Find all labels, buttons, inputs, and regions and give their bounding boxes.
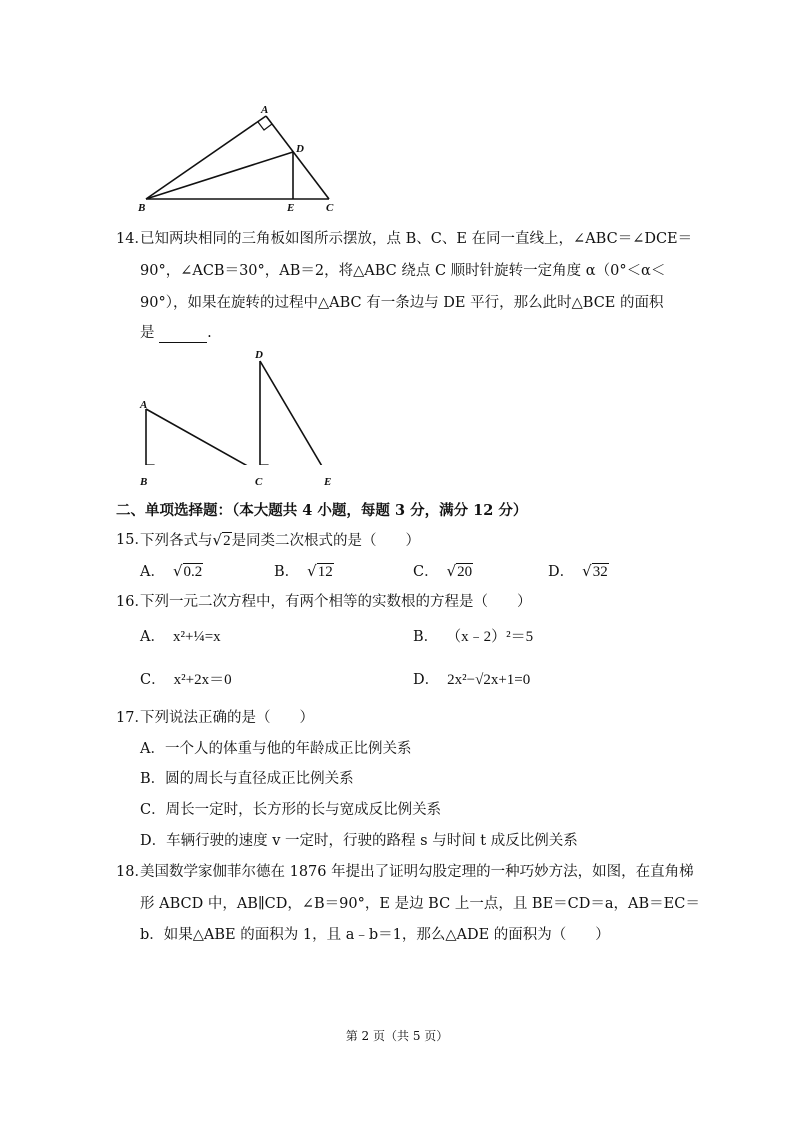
question-15-number: 15．	[116, 532, 149, 548]
question-18-line-3: b．如果△ABE 的面积为 1，且 a﹣b＝1，那么△ADE 的面积为（ ）	[140, 927, 610, 943]
q17-option-c[interactable]: C．周长一定时，长方形的长与宽成反比例关系	[140, 802, 442, 818]
label-b: B	[140, 476, 148, 485]
stem-text: 是同类二次根式的是（ ）	[231, 533, 421, 549]
question-14-prefix: 是	[140, 325, 155, 341]
sqrt-icon: √	[307, 562, 317, 580]
section-heading: 二、单项选择题：（本大题共 4 小题，每题 3 分，满分 12 分）	[116, 502, 528, 519]
q17-option-b[interactable]: B．圆的周长与直径成正比例关系	[140, 771, 354, 787]
q17-option-d[interactable]: D．车辆行驶的速度 v 一定时，行驶的路程 s 与时间 t 成反比例关系	[140, 833, 578, 849]
option-label: A．	[140, 564, 165, 580]
radicand: 32	[592, 564, 608, 580]
question-14-line-3: 90°），如果在旋转的过程中△ABC 有一条边与 DE 平行，那么此时△BCE 的面积	[140, 295, 664, 311]
page-footer: 第 2 页（共 5 页）	[345, 1029, 449, 1043]
question-16-number: 16．	[116, 594, 149, 610]
question-18-number: 18．	[116, 864, 149, 880]
question-17-stem: 下列说法正确的是（ ）	[140, 710, 314, 726]
option-label: D．	[548, 564, 575, 580]
option-label: B．	[274, 564, 300, 580]
segment-ab	[146, 116, 266, 199]
q15-option-c[interactable]	[413, 561, 473, 582]
sqrt-icon: √	[172, 562, 183, 580]
q16-option-a[interactable]	[140, 627, 221, 647]
option-expression: x²+2x＝0	[173, 672, 232, 688]
option-label: B．	[413, 629, 439, 645]
q16-option-b[interactable]	[413, 627, 533, 647]
label-b: B	[138, 202, 146, 214]
option-label: D．	[413, 672, 440, 688]
question-14-suffix: .	[207, 325, 212, 341]
sqrt-icon: √	[582, 562, 592, 580]
label-e: E	[287, 202, 295, 214]
label-e: E	[324, 476, 332, 485]
label-c: C	[326, 202, 334, 214]
question-14-line-4	[140, 323, 212, 343]
question-16-stem: 下列一元二次方程中，有两个相等的实数根的方程是（ ）	[140, 594, 532, 610]
option-expression: x²+¼=x	[172, 629, 221, 645]
option-label: C．	[413, 564, 439, 580]
question-15-stem	[140, 530, 420, 551]
radicand: 12	[317, 564, 333, 580]
q15-option-b[interactable]	[274, 561, 334, 582]
sqrt-icon: √	[446, 562, 457, 580]
right-angle-mark-a	[258, 122, 272, 130]
option-label: C．	[140, 672, 166, 688]
option-expression: 2x²−√2x+1=0	[447, 672, 531, 688]
label-c: C	[255, 476, 263, 485]
question-14-number: 14．	[116, 231, 149, 247]
segment-bd	[146, 152, 293, 199]
q15-option-d[interactable]	[548, 561, 609, 582]
label-d: D	[255, 349, 263, 361]
radicand: 0.2	[183, 564, 203, 580]
figure-14-labels	[130, 345, 350, 485]
sqrt-icon: √	[212, 531, 223, 549]
radicand: 2	[223, 533, 231, 549]
option-expression: （x﹣2）²＝5	[446, 629, 534, 645]
label-a: A	[261, 104, 269, 116]
q15-option-a[interactable]	[140, 561, 203, 582]
label-d: D	[296, 143, 304, 155]
figure-13-diagram	[130, 100, 350, 215]
question-14-line-1: 已知两块相同的三角板如图所示摆放，点 B、C、E 在同一直线上，∠ABC＝∠DCE＝	[140, 231, 693, 247]
q16-option-c[interactable]	[140, 670, 232, 690]
label-a: A	[140, 399, 148, 411]
answer-blank[interactable]	[159, 328, 207, 343]
stem-text: 下列各式与	[140, 533, 213, 549]
question-14-line-2: 90°，∠ACB＝30°，AB＝2，将△ABC 绕点 C 顺时针旋转一定角度 α（0°＜α＜	[140, 263, 666, 279]
question-18-line-1: 美国数学家伽菲尔德在 1876 年提出了证明勾股定理的一种巧妙方法，如图，在直角梯	[140, 864, 694, 880]
radicand: 20	[457, 564, 473, 580]
question-17-number: 17．	[116, 710, 149, 726]
q17-option-a[interactable]: A．一个人的体重与他的年龄成正比例关系	[140, 741, 412, 757]
option-label: A．	[140, 629, 165, 645]
question-18-line-2: 形 ABCD 中，AB∥CD，∠B＝90°，E 是边 BC 上一点，且 BE＝CD＝a，AB＝EC＝	[140, 896, 700, 912]
q16-option-d[interactable]	[413, 670, 530, 690]
